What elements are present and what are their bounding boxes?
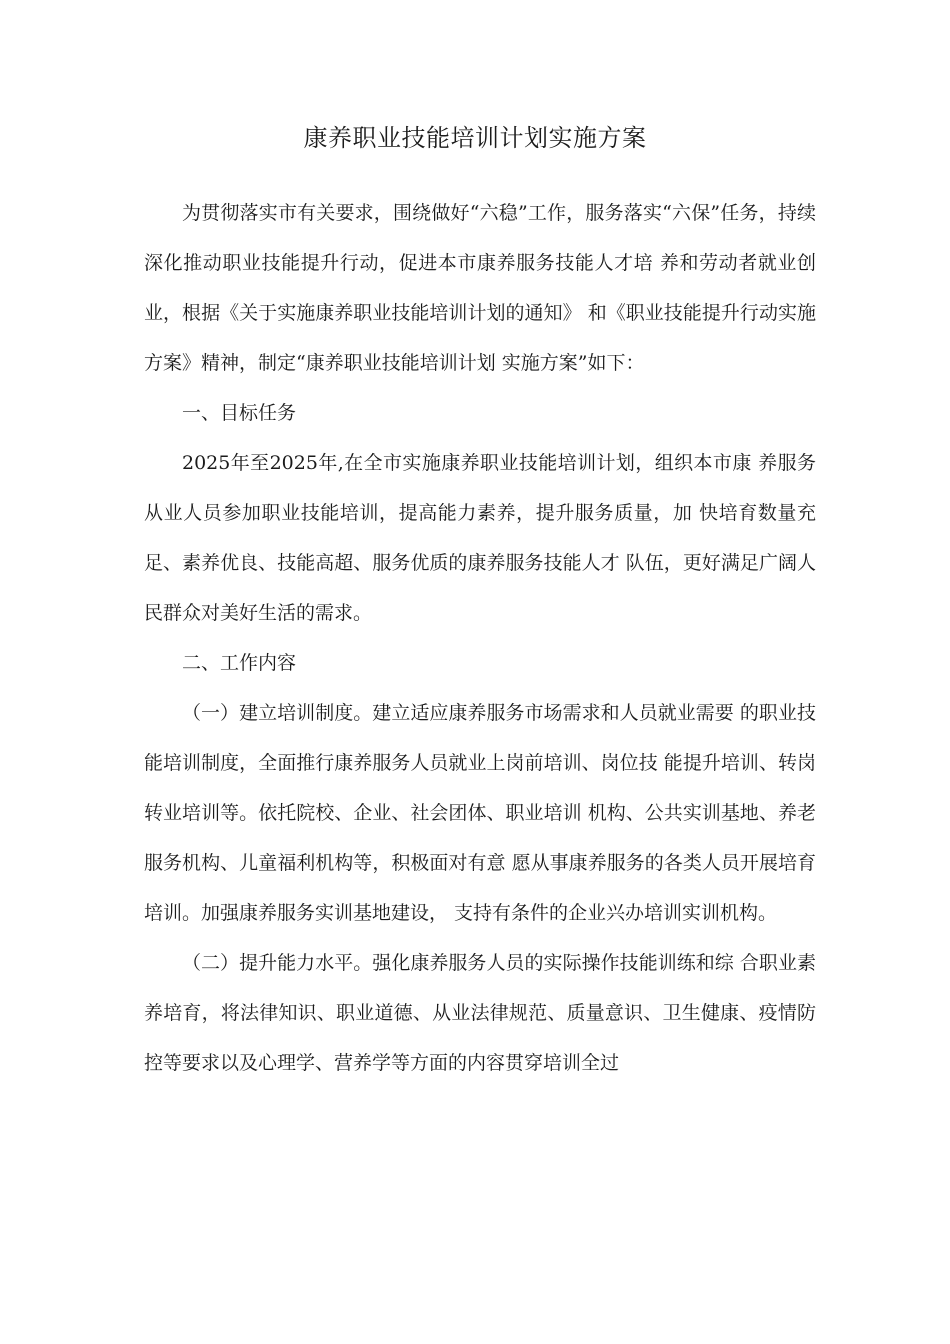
- document-body: [144, 188, 816, 1088]
- intro-paragraph: 为贯彻落实市有关要求，围绕做好“六稳”工作，服务落实“六保”任务，持续深化推动职业技能提升行动，促进本市康养服务技能人才培 养和劳动者就业创业，根据《关于实施康养职业技能培训计划的通知》 和《职业技能提升行动实施方案》精神，制定“康养职业技能培训计划 实施方案”如下：: [144, 202, 816, 374]
- section-heading-work-content: 二、工作内容: [182, 652, 297, 674]
- work-item-2-paragraph: （二）提升能力水平。强化康养服务人员的实际操作技能训练和综 合职业素养培育，将法律知识、职业道德、从业法律规范、质量意识、卫生健康、疫情防控等要求以及心理学、营养学等方面的内容贯穿培训全过: [144, 952, 816, 1074]
- work-item-1-paragraph: （一）建立培训制度。建立适应康养服务市场需求和人员就业需要 的职业技能培训制度，全面推行康养服务人员就业上岗前培训、岗位技 能提升培训、转岗转业培训等。依托院校、企业、社会团体、职业培训 机构、公共实训基地、养老服务机构、儿童福利机构等，积极面对有意 愿从事康养服务的各类人员开展培育培训。加强康养服务实训基地建设， 支持有条件的企业兴办培训实训机构。: [144, 702, 816, 924]
- document-title: 康养职业技能培训计划实施方案: [303, 124, 647, 152]
- goals-paragraph: 2025年至2025年,在全市实施康养职业技能培训计划，组织本市康 养服务从业人员参加职业技能培训，提高能力素养，提升服务质量，加 快培育数量充足、素养优良、技能高超、服务优质的康养服务技能人才 队伍，更好满足广阔人民群众对美好生活的需求。: [144, 452, 816, 624]
- section-heading-goals: 一、目标任务: [182, 402, 297, 424]
